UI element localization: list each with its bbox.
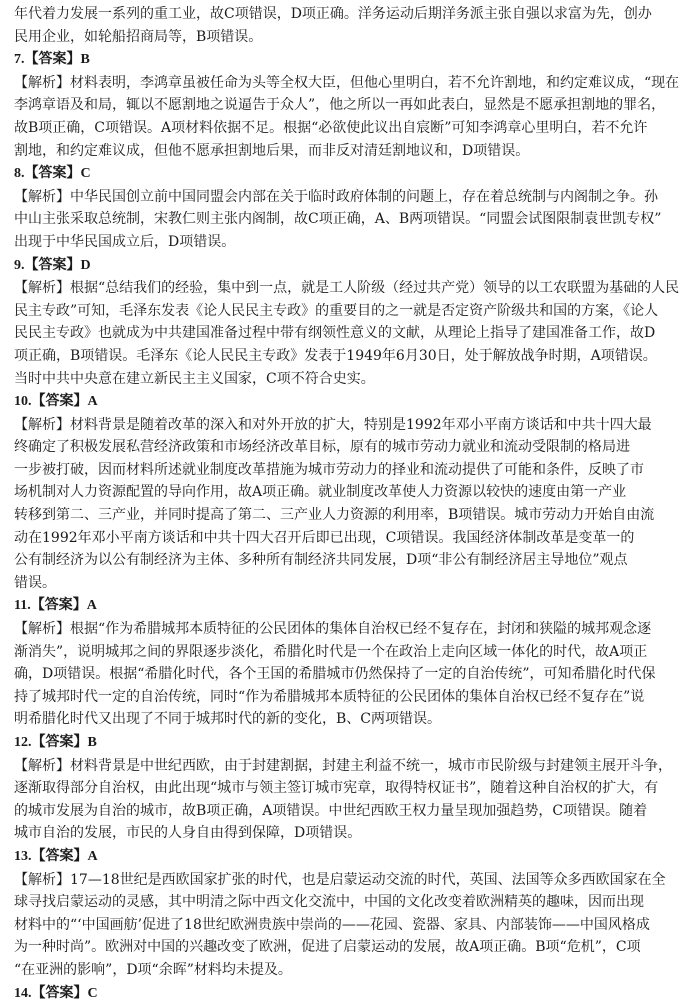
answer-tag: 【答案】 xyxy=(31,984,88,1001)
analysis-text: 【解析】中华民国创立前中国同盟会内部在关于临时政府体制的问题上，存在着总统制与内阁制之争。孙 中山主张采取总统制，宋教仁则主张内阁制，故C项正确，A、B两项错误。“同盟会试图限制袁世凯专权” 出现于中华民国成立后，D项错误。 xyxy=(14,188,662,250)
item-number: 14. xyxy=(14,985,32,1001)
answer-letter: C xyxy=(80,166,91,182)
analysis-text: 【解析】材料背景是随着改革的深入和对外开放的扩大，特别是1992年邓小平南方谈话和中共十四大最 终确定了积极发展私营经济政策和市场经济改革目标，原有的城市劳动力就业和流动受限制的格局进 一步被打破，因而材料所述就业制度改革措施为城市劳动力的择业和流动提供了可能和条件，反映了市 场机制对人力资源配置的导向作用，故A项正确。就业制度改革使人力资源以较快的速度由第一产业 转移到第二、三产业，并同时提高了第二、三产业人力资源的利用率，B项错误。城市劳动力开始自由流 动在1992年邓小平南方谈话和中共十四大召开后即已出现，C项错误。我国经济体制改革是变革一的 公有制经济为以公有制经济为主体、多种所有制经济共同发展，D项“非公有制经济居主导地位”观点 错误。 xyxy=(14,416,655,591)
analysis-text: 【解析】根据“总结我们的经验，集中到一点，就是工人阶级（经过共产党）领导的以工农联盟为基础的人民 民主专政”可知，毛泽东发表《论人民民主专政》的重要目的之一就是否定资产阶级共和国的方案，《论人 民民主专政》也就成为中共建国准备过程中带有纲领性意义的文献，从理论上指导了建国准备工作，故D 项正确，B项错误。毛泽东《论人民民主专政》发表于1949年6月30日，处于解放战争时期，A项错误。 当时中共中央意在建立新民主主义国家，C项不符合史实。 xyxy=(14,280,680,387)
item-number: 9. xyxy=(14,257,25,273)
intro-line-1: 年代着力发展一系列的重工业，故C项错误，D项正确。洋务运动后期洋务派主张自强以求富为先，创办 xyxy=(14,6,652,22)
item-7 xyxy=(14,48,680,162)
item-number: 13. xyxy=(14,848,32,864)
item-number: 8. xyxy=(14,166,25,182)
item-11 xyxy=(14,594,680,731)
item-number: 11. xyxy=(14,598,31,614)
answer-tag: 【答案】 xyxy=(24,51,81,68)
analysis-text: 【解析】根据“作为希腊城邦本质特征的公民团体的集体自治权已经不复存在，封闭和狭隘的城邦观念逐 渐消失”，说明城邦之间的界限逐步淡化，希腊化时代是一个在政治上走向区域一体化的时代，故A项正 确，D项错误。根据“希腊化时代，各个王国的希腊城市仍然保持了一定的自治传统”，可知希腊化时代保 持了城邦时代一定的自治传统，同时“作为希腊城邦本质特征的公民团体的集体自治权已经不复存在”说 明希腊化时代又出现了不同于城邦时代的新的变化，B、C两项错误。 xyxy=(14,621,656,728)
answer-letter: A xyxy=(87,394,98,410)
answer-line xyxy=(14,162,680,186)
answer-tag: 【答案】 xyxy=(31,393,88,410)
answer-tag: 【答案】 xyxy=(24,256,81,273)
answer-letter: B xyxy=(87,735,97,750)
item-14 xyxy=(14,982,680,1005)
analysis-text: 【解析】17—18世纪是西欧国家扩张的时代，也是启蒙运动交流的时代，英国、法国等众多西欧国家在全 球寻找启蒙运动的灵感，其中明清之际中西文化交流中，中国的文化改变着欧洲精英的趣味，因而出现 材料中的“‘中国画舫’促进了18世纪欧洲贵族中崇尚的——花园、瓷器、家具、内部装饰——中国风格成 为一种时尚”。欧洲对中国的兴趣改变了欧洲，促进了启蒙运动的发展，故A项正确。B项“危机”，C项 “在亚洲的影响”，D项“余晖”材料均未提及。 xyxy=(14,871,666,978)
answer-line xyxy=(14,982,680,1005)
answer-line xyxy=(14,845,680,869)
answer-line xyxy=(14,48,680,72)
intro-line-2: 民用企业，如轮船招商局等，B项错误。 xyxy=(14,28,263,45)
answer-letter: B xyxy=(80,52,90,68)
answer-letter: A xyxy=(86,598,97,614)
answer-tag: 【答案】 xyxy=(31,847,88,864)
answer-letter: D xyxy=(80,257,91,273)
item-10 xyxy=(14,390,680,594)
item-9 xyxy=(14,254,680,391)
item-12 xyxy=(14,731,680,845)
item-number: 12. xyxy=(14,735,32,750)
intro-block xyxy=(14,3,680,48)
analysis-text: 【解析】材料表明，李鸿章虽被任命为头等全权大臣，但他心里明白，若不允许割地，和约定难议成，“现在 李鸿章语及和局，辄以不愿割地之说逼告于众人”，他之所以一再如此表白，显然是不愿承担割地的罪名， 故B项正确，C项错误。A项材料依据不足。根据“必欲使此议出自宸断”可知李鸿章心里明白，若不允许 割地，和约定难议成，但他不愿承担割地后果，而非反对清廷割地议和，D项错误。 xyxy=(14,74,680,159)
item-number: 7. xyxy=(14,52,25,68)
answer-tag: 【答案】 xyxy=(24,165,81,182)
answer-tag: 【答案】 xyxy=(31,734,88,750)
item-number: 10. xyxy=(14,394,32,410)
answer-line xyxy=(14,390,680,414)
item-13 xyxy=(14,845,680,982)
answer-letter: C xyxy=(87,985,98,1001)
answer-letter: A xyxy=(87,848,98,864)
answer-line xyxy=(14,254,680,278)
answer-tag: 【答案】 xyxy=(30,597,87,614)
answer-line xyxy=(14,731,680,755)
analysis-text: 【解析】材料背景是中世纪西欧，由于封建割据，封建主利益不统一，城市市民阶级与封建领主展开斗争， 逐渐取得部分自治权，由此出现“城市与领主签订城市宪章，取得特权证书”，随着这种自治权的扩大，有 的城市发展为自治的城市，故B项正确，A项错误。中世纪西欧王权力量呈现加强趋势，C项错误。随着 城市自治的发展，市民的人身自由得到保障，D项错误。 xyxy=(14,757,672,842)
answer-line xyxy=(14,594,680,618)
item-8 xyxy=(14,162,680,253)
